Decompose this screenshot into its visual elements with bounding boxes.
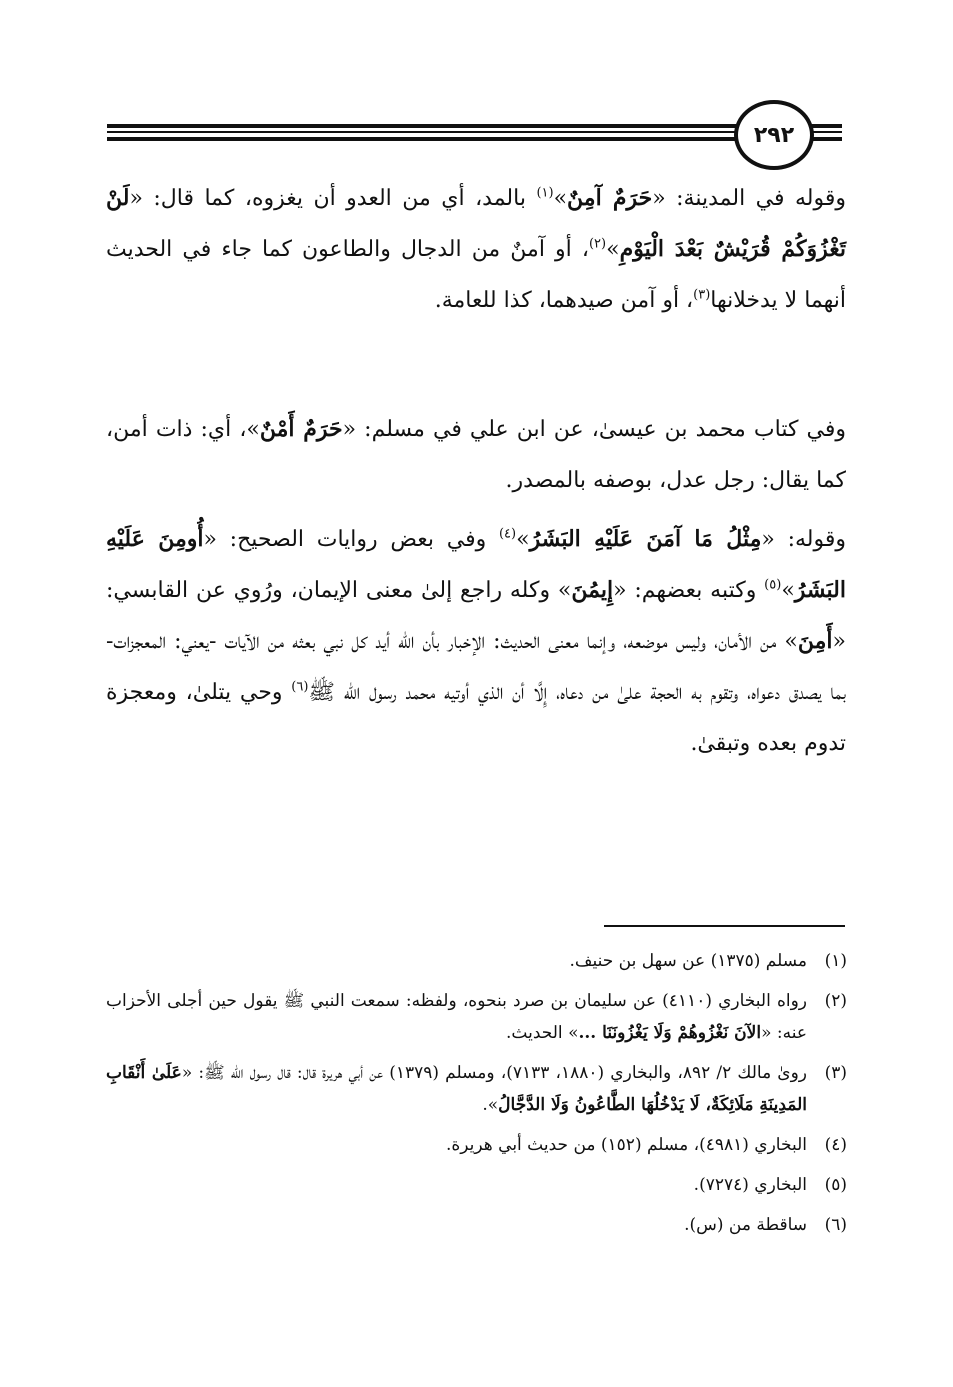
footnote [106, 1169, 847, 1201]
footnote-number: (١) [824, 951, 847, 971]
footnote-number: (٥) [824, 1175, 847, 1195]
text-segment: رویٰ مالك ٢/ ٨٩٢، والبخاري (١٨٨٠، ٧١٣٣)، ومسلم (١٣٧٩) عن أبي هريرة قال: قال رسول الله ﷺ: « [181, 1063, 808, 1083]
footnote-ref[interactable]: (٦) [291, 679, 309, 695]
footnote-text: ساقطة من (س). [684, 1215, 807, 1235]
footnote-text [106, 1057, 807, 1121]
text-segment: ، أو آمنٌ من الدجال والطاعون كما جاء في الحديث أنهما لا يدخلانها [106, 237, 846, 313]
footnote-number: (٦) [824, 1215, 847, 1235]
text-segment: » من الأمان، وليس موضعه، وإنما معنى الحديث: الإخبار بأن الله أيد كل نبي بعثه من الآيات -يعني: المعجزات- بما يصدق دعواه، وتقوم به الحجة علىٰ من دعاه، إِلَّا أن الذي أوتيه محمد رسول الله ﷺ [106, 629, 846, 705]
page-number-badge [734, 100, 814, 170]
text-segment: وقوله: « [761, 527, 846, 552]
footnote-text: البخاري (٧٢٧٤). [693, 1175, 807, 1195]
footnote-separator [604, 925, 845, 927]
hadith-quote: حَرَمٌ آمِنٌ [567, 185, 653, 211]
text-segment: وكتبه بعضهم: « [613, 578, 765, 603]
text-segment: وفي كتاب محمد بن عيسىٰ، عن ابن علي في مسلم: « [342, 417, 846, 442]
text-segment: » [553, 186, 568, 211]
footnote-ref[interactable]: (٥) [764, 577, 782, 593]
footnote-ref[interactable]: (١) [536, 185, 554, 201]
hadith-quote: مِثْلُ مَا آمَنَ عَلَيْهِ البَشَرُ [529, 526, 762, 552]
text-segment: » وكله راجع إلىٰ معنى الإيمان، ورُوي عن القابسي: « [106, 578, 846, 654]
paragraph-2 [106, 404, 846, 506]
footnote [106, 1129, 847, 1161]
text-segment: » [781, 578, 795, 603]
hadith-quote: لَنْ تَغْزُوَكُمْ قُرَيْشٌ بَعْدَ الْيَوْمِ [106, 185, 846, 262]
text-segment: »، أي: ذات أمن، كما يقال: رجل عدل، بوصفه بالمصدر. [106, 417, 846, 493]
hadith-quote: إِيمُنَ [571, 577, 614, 603]
text-segment: وفي بعض روايات الصحيح: « [203, 527, 499, 552]
text-segment: » [606, 237, 620, 262]
hadith-quote: الآنَ نَغْزُوهُمْ وَلَا يَغْزُونَنَا ... [578, 1023, 762, 1043]
page-number: ٢٩٢ [753, 122, 795, 148]
footnote-text [106, 985, 807, 1049]
footnote-ref[interactable]: (٣) [693, 287, 711, 303]
text-segment: رواه البخاري (٤١١٠) عن سليمان بن صرد بنحوه، ولفظه: سمعت النبي ﷺ يقول حين أجلى الأحزاب عنه: « [106, 991, 807, 1043]
text-segment: ». [482, 1095, 499, 1115]
text-segment: وحي يتلىٰ، ومعجزة تدوم بعده وتبقىٰ. [106, 680, 846, 756]
paragraph-3 [106, 514, 846, 769]
hadith-quote: أَمِنَ [797, 628, 833, 654]
footnote-text: البخاري (٤٩٨١)، مسلم (١٥٢) من حديث أبي هريرة. [445, 1135, 807, 1155]
footnote [106, 985, 847, 1049]
text-segment: » الحديث. [506, 1023, 579, 1043]
footnote-ref[interactable]: (٢) [588, 236, 607, 252]
hadith-quote: أُومِنَ عَلَيْهِ البَشَرُ [106, 526, 846, 603]
header-rule-middle [107, 131, 842, 133]
text-segment: وقوله في المدينة: « [652, 186, 846, 211]
paragraph-1 [106, 173, 846, 326]
footnote [106, 1057, 847, 1121]
footnote-ref[interactable]: (٤) [498, 526, 517, 542]
footnotes [106, 945, 847, 1249]
footnote-number: (٢) [824, 991, 847, 1011]
footnote-number: (٤) [824, 1135, 847, 1155]
text-segment: بالمد، أي من العدو أن يغزوه، كما قال: « [129, 186, 537, 211]
text-segment: » [516, 527, 530, 552]
hadith-quote: عَلَىٰ أَنْقَابِ المَدِينَةِ مَلَائِكَةٌ، لَا يَدْخُلُهَا الطَّاعُونُ وَلَا الدَّجَّالُ [106, 1063, 807, 1115]
header-rule-top [107, 124, 842, 128]
header-rule-bottom [107, 137, 842, 141]
footnote-text: مسلم (١٣٧٥) عن سهل بن حنيف. [569, 951, 807, 971]
hadith-quote: حَرَمٌ أَمْنٌ [259, 416, 343, 442]
footnote [106, 945, 847, 977]
footnote-number: (٣) [824, 1063, 847, 1083]
footnote [106, 1209, 847, 1241]
text-segment: ، أو آمن صيدهما، كذا للعامة. [434, 288, 694, 313]
